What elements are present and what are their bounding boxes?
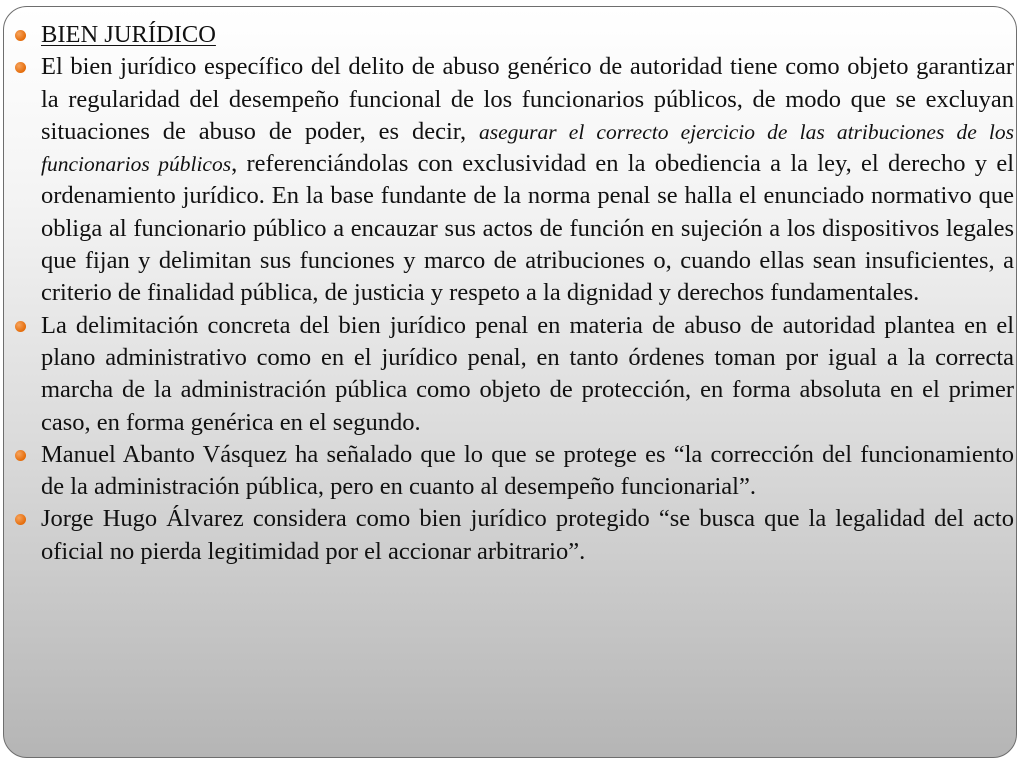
- bullet-dot-icon: [15, 514, 26, 525]
- list-item: [14, 310, 1014, 439]
- paragraph-text: Jorge Hugo Álvarez considera como bien jurídico protegido “se busca que la legalidad del acto oficial no pierda legitimidad por el accionar arbitrario”.: [41, 505, 1014, 565]
- list-item: [14, 439, 1014, 504]
- slide: [3, 6, 1017, 758]
- paragraph-text: La delimitación concreta del bien jurídico penal en materia de abuso de autoridad plantea en el plano administrativo como en el jurídico penal, en tanto órdenes toman por igual a la correcta marcha de la administración pública como objeto de protección, en forma absoluta en el primer caso, en forma genérica en el segundo.: [41, 311, 1014, 436]
- bullet-dot-icon: [15, 450, 26, 461]
- slide-heading: BIEN JURÍDICO: [41, 21, 216, 48]
- bullet-dot-icon: [15, 30, 26, 41]
- paragraph-text: Manuel Abanto Vásquez ha señalado que lo que se protege es “la corrección del funcionamiento de la administración pública, pero en cuanto al desempeño funcionarial”.: [41, 440, 1014, 501]
- paragraph-text: El bien jurídico específico del delito de abuso genérico de autoridad tiene como objeto garantizar la regularidad del desempeño funcional de los funcionarios públicos, de modo que se excluyan situaciones de abuso de poder, es decir,: [41, 53, 1014, 145]
- bullet-list: [14, 19, 1014, 568]
- list-item: [14, 51, 1014, 309]
- bullet-dot-icon: [15, 62, 26, 73]
- paragraph-text-continued: , referenciándolas con exclusividad en la obediencia a la ley, el derecho y el ordenamiento jurídico. En la base fundante de la norma penal se halla el enunciado normativo que obliga al funcionario público a encauzar sus actos de función en sujeción a los dispositivos legales que fijan y delimitan sus funciones y marco de atribuciones o, cuando ellas sean insuficientes, a criterio de finalidad pública, de justicia y respeto a la dignidad y derechos fundamentales.: [41, 150, 1014, 307]
- bullet-dot-icon: [15, 321, 26, 332]
- emphasized-text: asegurar el correcto ejercicio de las atribuciones de los funcionarios públicos: [41, 119, 1014, 177]
- list-item: [14, 503, 1014, 568]
- list-item-heading: [14, 19, 1014, 51]
